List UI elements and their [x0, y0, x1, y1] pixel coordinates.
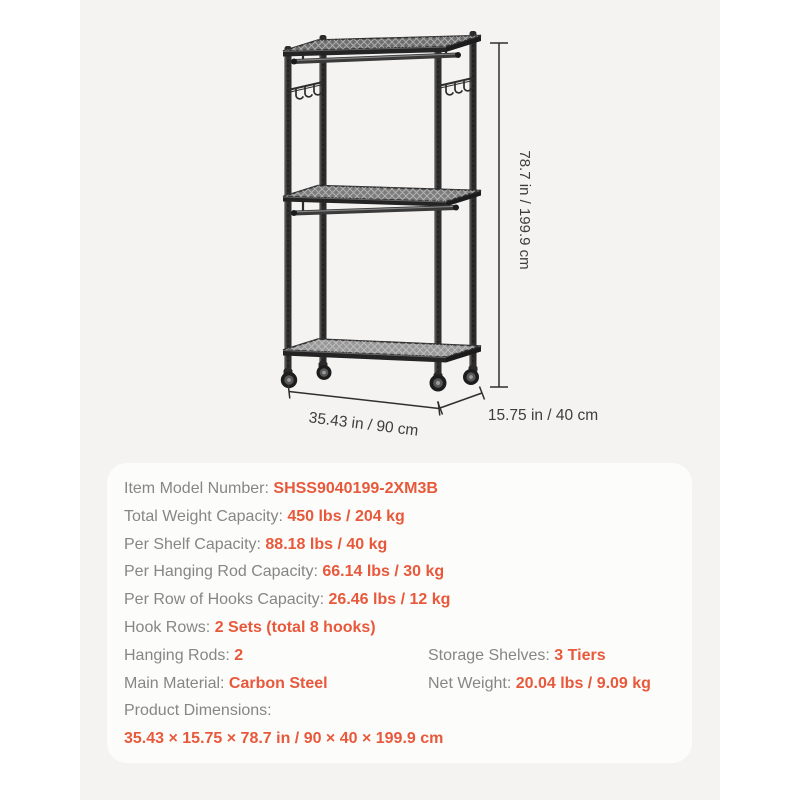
middle-shelf — [283, 186, 481, 207]
spec-value: 20.04 lbs / 9.09 kg — [515, 674, 651, 692]
spec-row-model — [124, 475, 677, 503]
spec-row-hook-rows — [124, 614, 677, 642]
spec-row-shelf-capacity — [124, 531, 677, 559]
spec-label: Item Model Number: — [124, 480, 274, 497]
caster-wheel-back-right — [463, 366, 479, 385]
spec-label: Product Dimensions: — [124, 702, 272, 720]
spec-pair-right — [428, 642, 606, 670]
bottom-shelf — [283, 339, 481, 363]
spec-value: 2 — [234, 646, 244, 664]
spec-label: Hook Rows: — [124, 618, 215, 636]
spec-row-total-capacity — [124, 503, 677, 531]
spec-pair-right — [428, 670, 651, 698]
depth-dimension-label: 15.75 in / 40 cm — [487, 407, 599, 424]
spec-value: 3 Tiers — [554, 646, 606, 664]
spec-value: Carbon Steel — [228, 674, 328, 692]
spec-label: Hanging Rods: — [124, 646, 235, 664]
spec-pair-left — [124, 675, 328, 692]
spec-value: 66.14 lbs / 30 kg — [322, 563, 445, 581]
width-dimension-label: 35.43 in / 90 cm — [307, 409, 420, 440]
depth-dimension-line — [438, 387, 485, 415]
spec-pair-left — [124, 647, 243, 664]
spec-label: Per Shelf Capacity: — [124, 535, 266, 553]
spec-row-hooks-capacity — [124, 586, 677, 614]
right-hook-row — [438, 78, 473, 95]
left-hook-row — [288, 82, 323, 99]
spec-label: Per Row of Hooks Capacity: — [124, 591, 329, 609]
spec-card — [107, 463, 692, 763]
caster-wheel-front-right — [430, 373, 447, 392]
spec-row-material-weight — [124, 670, 677, 698]
spec-row-rods-shelves — [124, 642, 677, 670]
spec-value: 2 Sets (total 8 hooks) — [214, 618, 376, 636]
spec-value: 35.43 × 15.75 × 78.7 in / 90 × 40 × 199.9 cm — [124, 730, 444, 748]
spec-row-dimensions-value — [124, 725, 677, 753]
spec-label: Main Material: — [124, 674, 229, 692]
spec-label: Storage Shelves: — [428, 646, 555, 664]
spec-value: SHSS9040199-2XM3B — [273, 480, 438, 497]
spec-label: Total Weight Capacity: — [124, 507, 288, 525]
spec-value: 88.18 lbs / 40 kg — [265, 535, 388, 553]
spec-value: 450 lbs / 204 kg — [287, 507, 405, 525]
spec-row-dimensions-label — [124, 697, 677, 725]
height-dimension-label: 78.7 in / 199.9 cm — [516, 150, 533, 270]
spec-label: Per Hanging Rod Capacity: — [124, 563, 323, 581]
spec-value: 26.46 lbs / 12 kg — [328, 591, 451, 609]
height-dimension-line — [490, 43, 508, 387]
spec-row-rod-capacity — [124, 558, 677, 586]
caster-wheel-back-left — [317, 362, 332, 380]
spec-label: Net Weight: — [428, 674, 516, 692]
